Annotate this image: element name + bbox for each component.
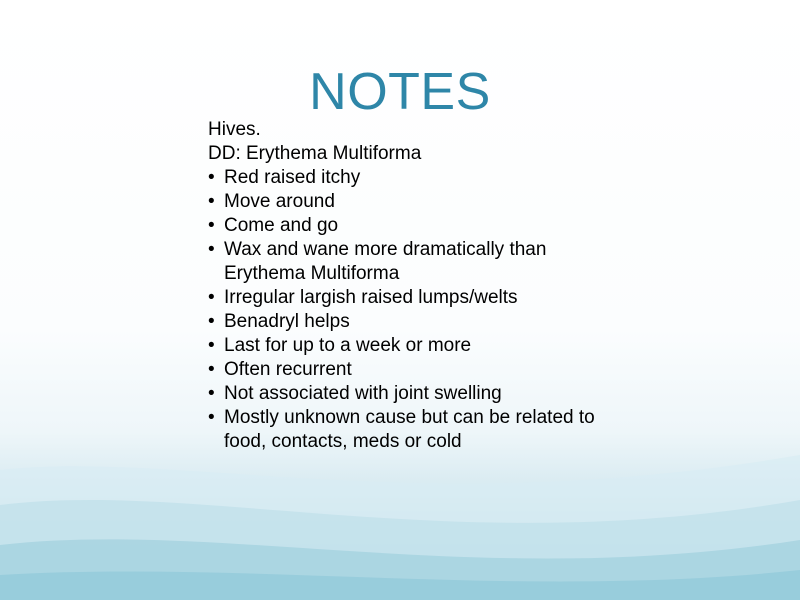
bullet-item — [208, 214, 628, 238]
bullet-item — [208, 334, 628, 358]
bullet-text: Irregular largish raised lumps/welts — [224, 287, 518, 308]
bullet-text: Come and go — [224, 215, 339, 236]
bullet-text: Often recurrent — [224, 359, 352, 380]
bullet-text: Red raised itchy — [224, 167, 361, 188]
bullet-icon: • — [208, 311, 215, 332]
bullet-item — [208, 310, 628, 334]
bullet-text: Benadryl helps — [224, 311, 350, 332]
bullet-text: Wax and wane more dramatically than Erythema Multiforma — [224, 239, 547, 284]
bullet-item — [208, 382, 628, 406]
bullet-list — [208, 166, 628, 454]
bullet-icon: • — [208, 359, 215, 380]
intro-line: Hives. — [208, 119, 261, 140]
bullet-text: Last for up to a week or more — [224, 335, 472, 356]
bullet-icon: • — [208, 167, 215, 188]
bullet-icon: • — [208, 191, 215, 212]
bullet-item — [208, 190, 628, 214]
bullet-text: Mostly unknown cause but can be related to food, contacts, meds or cold — [224, 407, 595, 452]
bullet-item — [208, 166, 628, 190]
bullet-text: Move around — [224, 191, 335, 212]
bullet-item — [208, 406, 628, 454]
notes-body — [208, 118, 628, 454]
bullet-icon: • — [208, 335, 215, 356]
slide-title: NOTES — [309, 63, 491, 121]
bullet-item — [208, 286, 628, 310]
bullet-icon: • — [208, 239, 215, 260]
bullet-icon: • — [208, 407, 215, 428]
bullet-icon: • — [208, 383, 215, 404]
intro-line: DD: Erythema Multiforma — [208, 143, 422, 164]
bullet-text: Not associated with joint swelling — [224, 383, 502, 404]
bullet-item — [208, 358, 628, 382]
bullet-item — [208, 238, 628, 286]
bullet-icon: • — [208, 215, 215, 236]
bullet-icon: • — [208, 287, 215, 308]
